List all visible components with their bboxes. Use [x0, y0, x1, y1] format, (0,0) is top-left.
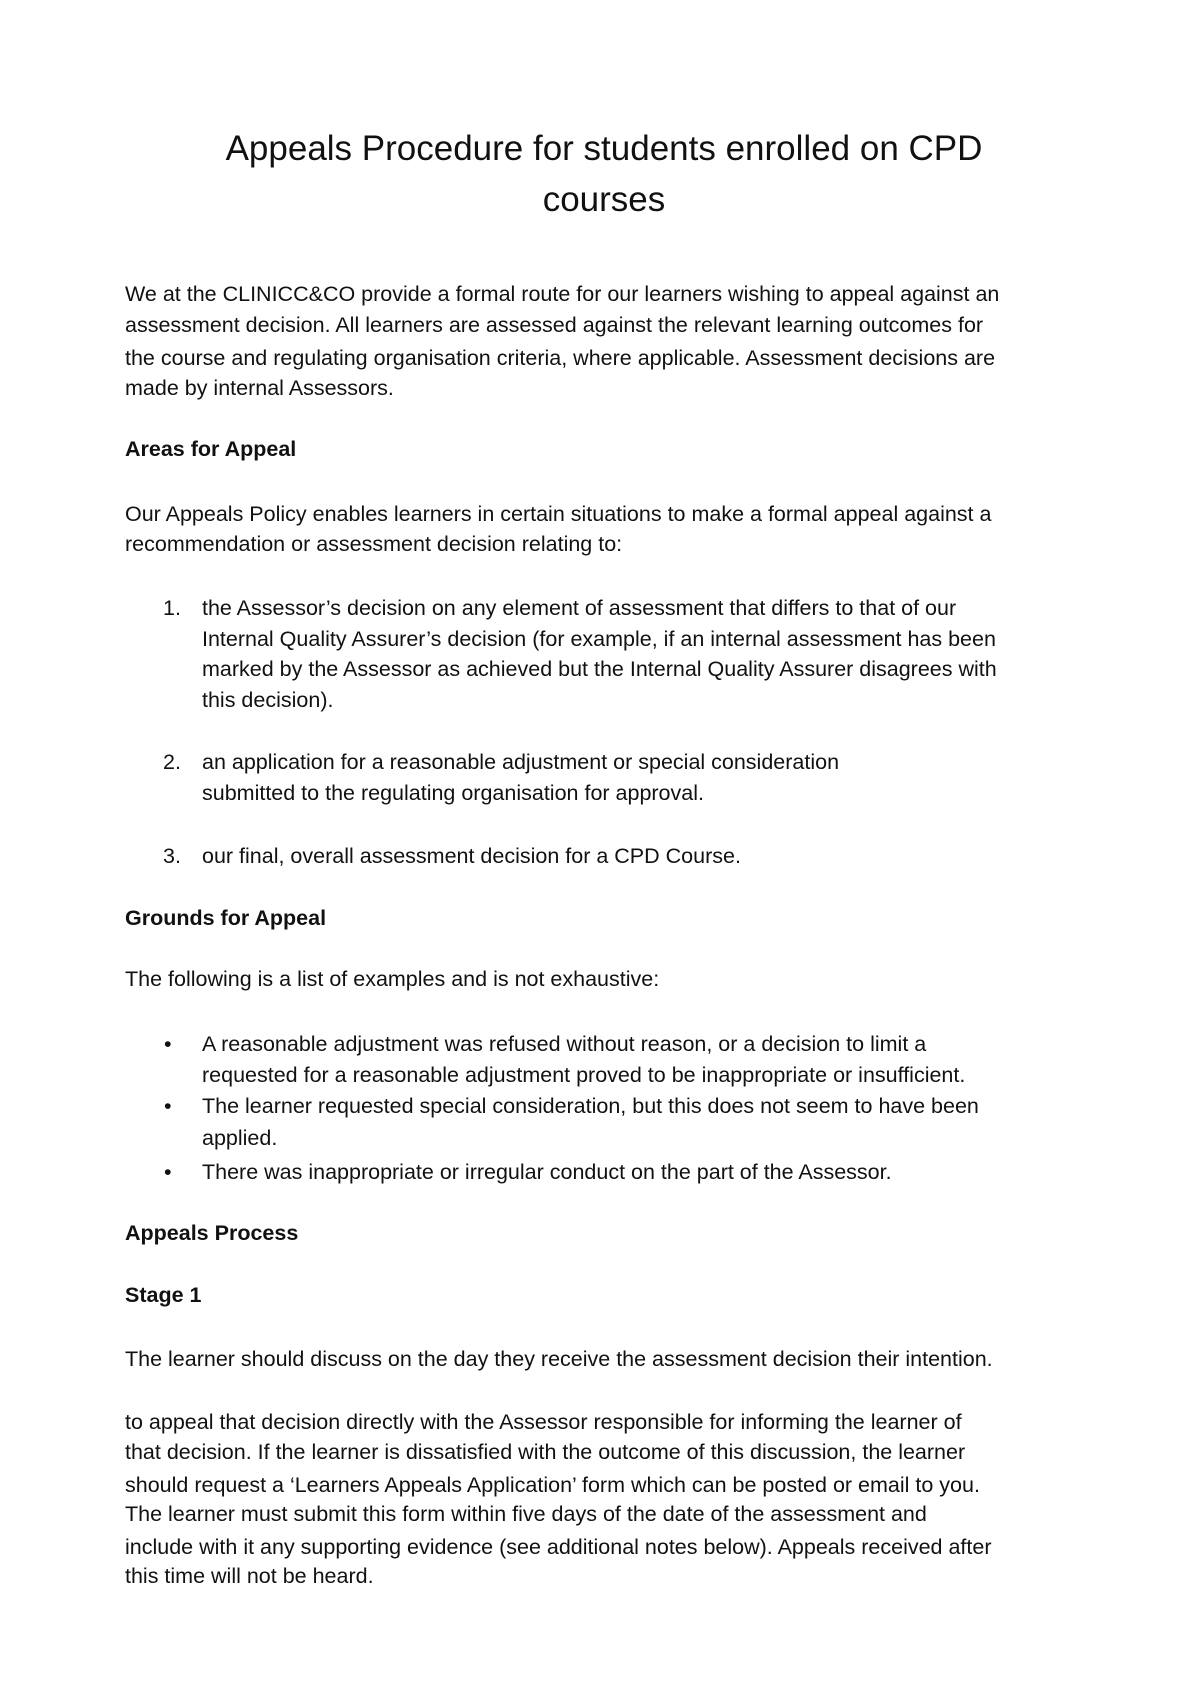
stage1-heading: Stage 1 [125, 1283, 202, 1307]
bullet-icon: • [164, 1160, 172, 1184]
grounds-heading: Grounds for Appeal [125, 906, 327, 930]
grounds-intro: The following is a list of examples and is not exhaustive: [125, 967, 660, 991]
text-line: The learner requested special consideration, but this does not seem to have been [202, 1094, 979, 1118]
list-number: 2. [163, 750, 181, 774]
text-line: this decision). [202, 688, 334, 712]
text-line: that decision. If the learner is dissatisfied with the outcome of this discussion, the learner [125, 1440, 966, 1464]
text-line: A reasonable adjustment was refused without reason, or a decision to limit a [202, 1032, 927, 1056]
text-line: our final, overall assessment decision for a CPD Course. [202, 844, 741, 868]
title-line: Appeals Procedure for students enrolled on CPD [225, 129, 983, 168]
text-line: assessment decision. All learners are assessed against the relevant learning outcomes for [125, 313, 984, 337]
title-line: courses [542, 180, 666, 219]
text-line: Internal Quality Assurer’s decision (for example, if an internal assessment has been [202, 627, 996, 651]
text-line: The learner must submit this form within five days of the date of the assessment and [125, 1502, 927, 1526]
text-line: should request a ‘Learners Appeals Application’ form which can be posted or email to you. [125, 1473, 980, 1497]
text-line: requested for a reasonable adjustment proved to be inappropriate or insufficient. [202, 1063, 966, 1087]
text-line: the course and regulating organisation criteria, where applicable. Assessment decisions are [125, 346, 996, 370]
list-number: 1. [163, 596, 181, 620]
text-line: made by internal Assessors. [125, 376, 394, 400]
bullet-icon: • [164, 1094, 172, 1118]
text-line: this time will not be heard. [125, 1564, 374, 1588]
text-line: We at the CLINICC&CO provide a formal route for our learners wishing to appeal against an [125, 282, 1000, 306]
list-number: 3. [163, 844, 181, 868]
text-line: marked by the Assessor as achieved but the Internal Quality Assurer disagrees with [202, 657, 997, 681]
text-line: include with it any supporting evidence (see additional notes below). Appeals received after [125, 1535, 992, 1559]
text-line: applied. [202, 1126, 278, 1150]
text-line: recommendation or assessment decision relating to: [125, 532, 623, 556]
text-line: to appeal that decision directly with the Assessor responsible for informing the learner of [125, 1410, 962, 1434]
text-line: the Assessor’s decision on any element of assessment that differs to that of our [202, 596, 957, 620]
text-line: an application for a reasonable adjustment or special consideration [202, 750, 840, 774]
text-line: Our Appeals Policy enables learners in certain situations to make a formal appeal against a [125, 502, 992, 526]
stage1-paragraph: The learner should discuss on the day they receive the assessment decision their intention. [125, 1347, 993, 1371]
areas-heading: Areas for Appeal [125, 437, 297, 461]
text-line: submitted to the regulating organisation for approval. [202, 781, 704, 805]
process-heading: Appeals Process [125, 1221, 299, 1245]
text-line: There was inappropriate or irregular conduct on the part of the Assessor. [202, 1160, 892, 1184]
bullet-icon: • [164, 1032, 172, 1056]
